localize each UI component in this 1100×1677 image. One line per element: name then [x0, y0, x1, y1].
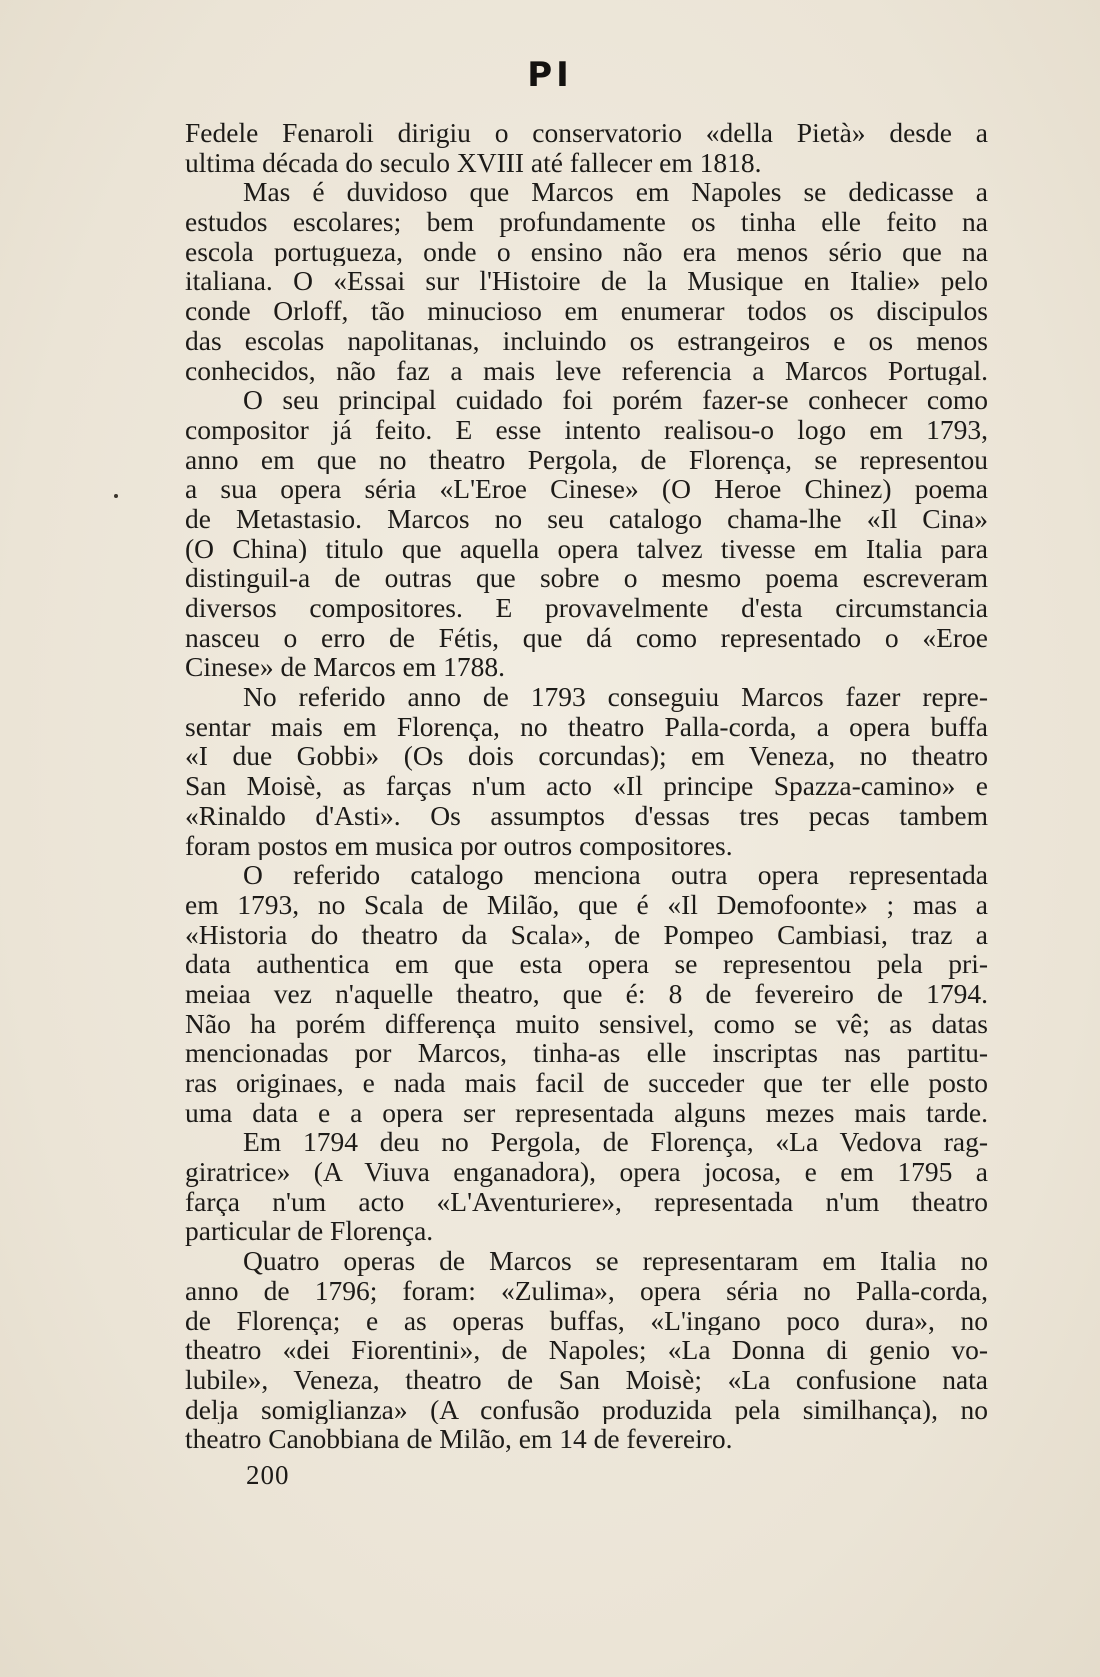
text-line: (O China) titulo que aquella opera talvez tivesse em Italia para — [185, 533, 988, 564]
text-line: farça n'um acto «L'Aventuriere», representada n'um theatro — [185, 1186, 988, 1217]
text-line: lubile», Veneza, theatro de San Moisè; «La confusione nata — [185, 1364, 988, 1395]
text-line: meiaa vez n'aquelle theatro, que é: 8 de fevereiro de 1794. — [185, 978, 988, 1009]
text-line: foram postos em musica por outros compositores. — [185, 830, 733, 861]
page-number: 200 — [246, 1460, 290, 1490]
text-line: compositor já feito. E esse intento realisou-o logo em 1793, — [185, 414, 988, 445]
text-line: Mas é duvidoso que Marcos em Napoles se dedicasse a — [243, 177, 988, 208]
text-line: distinguil-a de outras que sobre o mesmo poema escreveram — [185, 563, 988, 593]
text-line: giratrice» (A Viuva enganadora), opera jocosa, e em 1795 a — [185, 1157, 988, 1187]
text-line: sentar mais em Florença, no theatro Palla-corda, a opera buffa — [185, 711, 988, 742]
text-line: de Metastasio. Marcos no seu catalogo chama-lhe «Il Cina» — [185, 503, 988, 534]
text-line: mencionadas por Marcos, tinha-as elle inscriptas nas partitu- — [185, 1038, 988, 1068]
text-line: theatro «dei Fiorentini», de Napoles; «La Donna di genio vo- — [185, 1335, 988, 1365]
text-line: San Moisè, as farças n'um acto «Il principe Spazza-camino» e — [185, 771, 988, 801]
text-line: Fedele Fenaroli dirigiu o conservatorio «della Pietà» desde a — [185, 118, 988, 148]
text-line: italiana. O «Essai sur l'Histoire de la Musique en Italie» pelo — [185, 266, 988, 297]
text-line: escola portugueza, onde o ensino não era menos sério que na — [185, 236, 988, 267]
text-line: uma data e a opera ser representada alguns mezes mais tarde. — [185, 1097, 988, 1128]
text-line: Em 1794 deu no Pergola, de Florença, «La Vedova rag- — [243, 1127, 988, 1158]
body-text — [185, 118, 988, 1454]
text-line: particular de Florença. — [185, 1216, 434, 1247]
text-line: das escolas napolitanas, incluindo os estrangeiros e os menos — [185, 325, 988, 356]
margin-mark — [114, 494, 118, 498]
text-line: No referido anno de 1793 conseguiu Marcos fazer repre- — [243, 682, 988, 712]
text-line: a sua opera séria «L'Eroe Cinese» (O Heroe Chinez) poema — [185, 474, 988, 504]
text-line: nasceu o erro de Fétis, que dá como representado o «Eroe — [185, 622, 988, 653]
text-line: «Historia do theatro da Scala», de Pompeo Cambiasi, traz a — [185, 919, 988, 950]
text-line: Cinese» de Marcos em 1788. — [185, 652, 505, 683]
text-line: O seu principal cuidado foi porém fazer-se conhecer como — [243, 385, 988, 415]
text-line: Quatro operas de Marcos se representaram em Italia no — [243, 1246, 988, 1276]
text-line: data authentica em que esta opera se representou pela pri- — [185, 949, 988, 979]
text-line: anno de 1796; foram: «Zulima», opera séria no Palla-corda, — [185, 1275, 988, 1306]
text-line: theatro Canobbiana de Milão, em 14 de fevereiro. — [185, 1424, 733, 1454]
text-line: estudos escolares; bem profundamente os tinha elle feito na — [185, 207, 988, 237]
text-line: conde Orloff, tão minucioso em enumerar todos os discipulos — [185, 296, 988, 326]
text-line: O referido catalogo menciona outra opera representada — [243, 860, 988, 890]
text-line: em 1793, no Scala de Milão, que é «Il Demofoonte» ; mas a — [185, 889, 988, 920]
text-line: conhecidos, não faz a mais leve referencia a Marcos Portugal. — [185, 355, 988, 386]
text-line: de Florença; e as operas buffas, «L'ingano poco dura», no — [185, 1305, 988, 1336]
text-line: delja somiglianza» (A confusão produzida pela similhança), no — [185, 1394, 988, 1425]
text-line: «I due Gobbi» (Os dois corcundas); em Veneza, no theatro — [185, 741, 988, 772]
text-line: diversos compositores. E provavelmente d'esta circumstancia — [185, 593, 988, 623]
text-line: ultima década do seculo XVIII até fallecer em 1818. — [185, 147, 762, 178]
running-head: PI — [527, 55, 573, 95]
text-line: anno em que no theatro Pergola, de Florença, se representou — [185, 444, 988, 475]
text-line: «Rinaldo d'Asti». Os assumptos d'essas tres pecas tambem — [185, 800, 988, 831]
text-line: Não ha porém differença muito sensivel, como se vê; as datas — [185, 1008, 988, 1039]
text-line: ras originaes, e nada mais facil de succeder que ter elle posto — [185, 1068, 988, 1098]
